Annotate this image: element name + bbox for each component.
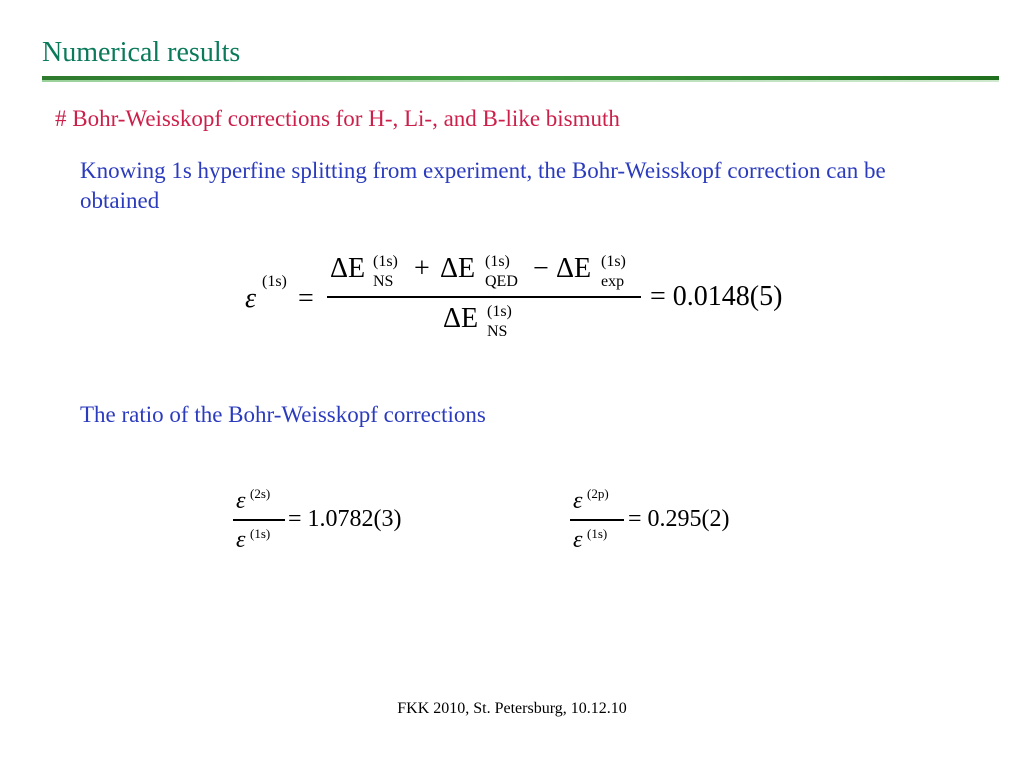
eq3-num-sup: (2p) (587, 486, 609, 501)
eq1-lhs-sup: (1s) (262, 273, 287, 290)
eq1-result: = 0.0148(5) (650, 281, 783, 312)
slide-footer: FKK 2010, St. Petersburg, 10.12.10 (397, 700, 627, 717)
eq1-den-term: ΔE (443, 303, 479, 334)
eq3-den-epsilon: ε (573, 527, 583, 553)
bullet-heading: # Bohr-Weisskopf corrections for H-, Li-, and B-like bismuth (55, 106, 620, 131)
ratio-paragraph: The ratio of the Bohr-Weisskopf corrections (80, 402, 486, 427)
eq2-den-epsilon: ε (236, 527, 246, 553)
eq1-num-term3-sup: (1s) (601, 253, 626, 270)
eq1-plus: + (414, 253, 430, 284)
eq2-den-sup: (1s) (250, 526, 271, 541)
eq2-result: = 1.0782(3) (288, 506, 402, 532)
eq1-num-term1-sub: NS (373, 273, 394, 290)
eq2-num-sup: (2s) (250, 486, 271, 501)
eq1-minus: − (533, 253, 549, 284)
eq3-result: = 0.295(2) (628, 506, 730, 532)
eq1-num-term1: ΔE (330, 253, 366, 284)
eq1-num-term2: ΔE (440, 253, 476, 284)
eq1-den-sup: (1s) (487, 303, 512, 320)
eq3-num-epsilon: ε (573, 488, 583, 514)
eq1-den-sub: NS (487, 323, 508, 340)
eq3-fraction-bar (570, 519, 624, 521)
eq1-num-term1-sup: (1s) (373, 253, 398, 270)
slide-title: Numerical results (42, 37, 241, 68)
eq1-num-term2-sup: (1s) (485, 253, 510, 270)
eq1-num-term3-sub: exp (601, 273, 625, 290)
eq1-equals: = (298, 283, 314, 314)
eq1-num-term3: ΔE (556, 253, 592, 284)
eq1-num-term2-sub: QED (485, 273, 518, 290)
eq1-lhs-epsilon: ε (245, 283, 257, 314)
eq2-num-epsilon: ε (236, 488, 246, 514)
eq3-den-sup: (1s) (587, 526, 608, 541)
intro-paragraph: Knowing 1s hyperfine splitting from experiment, the Bohr-Weisskopf correction can be obtained (80, 158, 886, 213)
